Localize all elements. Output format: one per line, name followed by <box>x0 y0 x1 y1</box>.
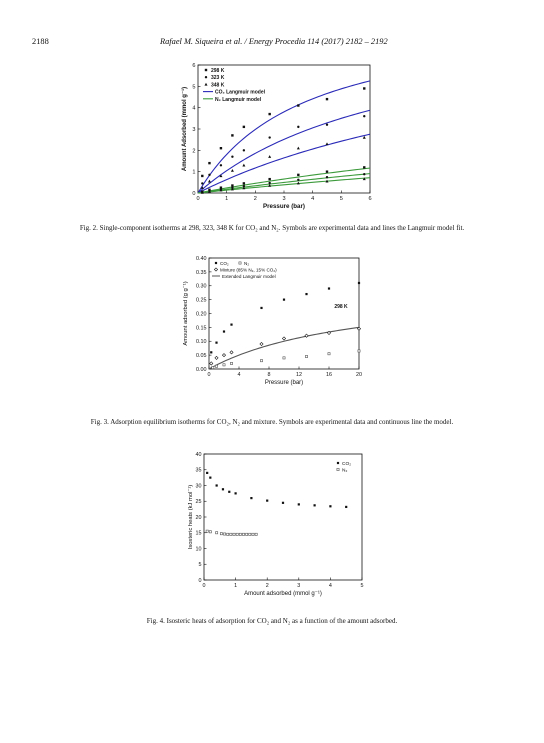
legend-marker <box>205 69 207 71</box>
legend-marker <box>205 76 207 78</box>
x-tick-label: 3 <box>282 196 286 203</box>
y-tick-label: 30 <box>195 483 202 490</box>
y-tick-label: 5 <box>198 562 202 569</box>
y-tick-label: 0 <box>192 190 196 197</box>
co2-data-point <box>201 182 203 184</box>
legend-label: 348 K <box>211 82 225 89</box>
y-tick-label: 40 <box>195 451 202 458</box>
legend-marker <box>215 262 217 264</box>
n2-data-point <box>215 365 217 367</box>
co2-data-point <box>358 282 360 284</box>
y-tick-label: 0 <box>198 577 202 584</box>
co2-data-point <box>305 293 307 295</box>
x-tick-label: 4 <box>237 371 241 378</box>
n2-data-point <box>363 166 365 168</box>
x-axis-label: Amount adsorbed (mmol g⁻¹) <box>244 590 322 597</box>
running-title: Rafael M. Siqueira et al. / Energy Procedia 114 (2017) 2182 – 2192 <box>160 37 388 46</box>
n2-data-point <box>260 360 262 362</box>
y-tick-label: 15 <box>195 530 202 537</box>
co2-data-point <box>231 134 233 136</box>
mixture-data-point <box>222 354 225 357</box>
n2-data-point <box>246 533 248 535</box>
mixture-data-point <box>210 362 213 365</box>
co2-data-point <box>222 488 224 490</box>
n2-data-point <box>252 533 254 535</box>
co2-data-point <box>206 472 208 474</box>
co2-data-point <box>363 115 365 117</box>
n2-data-point <box>268 178 270 180</box>
n2-data-point <box>216 532 218 534</box>
n2-data-point <box>363 173 365 175</box>
x-tick-label: 2 <box>265 582 269 589</box>
n2-data-point <box>206 530 208 532</box>
co2-data-point <box>201 175 203 177</box>
co2-data-point <box>363 87 365 89</box>
co2-data-point <box>326 98 328 100</box>
x-tick-label: 6 <box>368 196 372 203</box>
x-tick-label: 0 <box>202 582 206 589</box>
n2-data-point <box>242 533 244 535</box>
n2-data-point <box>268 182 270 184</box>
y-tick-label: 2 <box>192 148 196 155</box>
y-tick-label: 6 <box>192 62 196 69</box>
co2-data-point <box>242 164 245 167</box>
co2-data-point <box>297 104 299 106</box>
y-axis-label: Amount adsorbed (g g⁻¹) <box>183 281 189 346</box>
n2-data-point <box>227 533 229 535</box>
legend-label: N₂ <box>244 261 250 266</box>
n2-data-point <box>297 174 299 176</box>
temperature-annotation: 298 K <box>334 303 348 310</box>
y-tick-label: 0.00 <box>196 366 207 373</box>
legend-marker <box>337 468 339 470</box>
legend-label: Extended Langmuir model <box>222 274 276 279</box>
co2-data-point <box>268 136 270 138</box>
co2-data-point <box>282 502 284 504</box>
x-axis-label: Pressure (bar) <box>264 379 304 386</box>
y-tick-label: 3 <box>192 126 196 133</box>
co2-data-point <box>266 500 268 502</box>
y-tick-label: 0.15 <box>196 325 207 332</box>
legend-label: 298 K <box>211 68 225 74</box>
n2-data-point <box>236 533 238 535</box>
x-tick-label: 3 <box>297 582 301 589</box>
y-axis-label: Isosteric heats (kJ mol⁻¹) <box>188 484 194 550</box>
y-tick-label: 1 <box>192 169 196 176</box>
co2-data-point <box>231 156 233 158</box>
x-tick-label: 16 <box>326 371 332 378</box>
y-tick-label: 25 <box>195 499 202 506</box>
legend-label: Mixture (85% N₂, 15% CO₂) <box>220 267 277 273</box>
n2-data-point <box>328 353 330 355</box>
co2-data-point <box>230 324 232 326</box>
figure-4-caption: Fig. 4. Isosteric heats of adsorption for CO₂ and N₂ as a function of the amount adsorbed. <box>146 617 398 625</box>
figure-2 <box>160 58 380 220</box>
figure-2-caption: Fig. 2. Single-component isotherms at 298, 323, 348 K for CO₂ and N₂. Symbols are experimental data and lines the Langmuir model fit. <box>79 224 465 232</box>
y-tick-label: 0.40 <box>196 255 207 262</box>
co2-data-point <box>283 299 285 301</box>
legend-label: N₂ Langmuir model <box>215 96 262 103</box>
mixture-data-point <box>282 337 285 340</box>
n2-data-point <box>230 533 232 535</box>
legend-label: CO₂ Langmuir model <box>215 89 266 96</box>
co2-data-point <box>243 149 245 151</box>
figure-3-caption: Fig. 3. Adsorption equilibrium isotherms for CO₂, N₂ and mixture. Symbols are experimental data and continuous line the model. <box>90 418 454 426</box>
x-tick-label: 1 <box>234 582 238 589</box>
n2-data-point <box>243 182 245 184</box>
n2-data-point <box>223 533 225 535</box>
co2-data-point <box>215 342 217 344</box>
co2-data-point <box>220 164 222 166</box>
co2-data-point <box>208 174 210 176</box>
x-tick-label: 8 <box>267 371 271 378</box>
n2-data-point <box>239 533 241 535</box>
y-tick-label: 0.20 <box>196 311 207 318</box>
n2-data-point <box>326 170 328 172</box>
x-tick-label: 12 <box>296 371 302 378</box>
n2-data-point <box>358 350 360 352</box>
legend-label: CO₂ <box>220 261 229 266</box>
y-tick-label: 5 <box>192 84 196 91</box>
co2-data-point <box>228 491 230 493</box>
legend-label: 323 K <box>211 75 225 82</box>
x-tick-label: 20 <box>356 371 362 378</box>
n2-data-point <box>220 533 222 535</box>
co2-data-point <box>345 506 347 508</box>
x-tick-label: 4 <box>311 196 315 203</box>
co2-data-point <box>210 351 212 353</box>
co2-data-point <box>208 180 211 183</box>
co2-data-point <box>329 505 331 507</box>
co2-data-point <box>220 147 222 149</box>
n2-data-point <box>255 533 257 535</box>
x-tick-label: 1 <box>225 196 229 203</box>
co2-data-point <box>235 492 237 494</box>
x-tick-label: 0 <box>207 371 211 378</box>
y-tick-label: 35 <box>195 467 202 474</box>
y-tick-label: 0.05 <box>196 353 207 360</box>
n2-data-point <box>233 533 235 535</box>
mixture-data-point <box>215 356 218 359</box>
figure-4-chart <box>176 450 370 608</box>
legend-label: CO₂ <box>342 462 352 467</box>
figure-4 <box>176 450 370 608</box>
n2-data-point <box>305 355 307 357</box>
x-tick-label: 5 <box>339 196 343 203</box>
legend-marker <box>239 262 241 264</box>
y-tick-label: 10 <box>195 546 202 553</box>
co2-data-point <box>298 503 300 505</box>
x-tick-label: 0 <box>196 196 200 203</box>
n2-data-point <box>249 533 251 535</box>
co2-data-point <box>314 504 316 506</box>
n2-data-point <box>212 367 214 369</box>
co2-data-point <box>209 477 211 479</box>
n2-data-point <box>231 184 233 186</box>
co2-data-point <box>260 307 262 309</box>
mixture-data-point <box>260 342 263 345</box>
co2-data-point <box>268 155 271 158</box>
x-tick-label: 2 <box>253 196 257 203</box>
y-tick-label: 4 <box>192 105 196 112</box>
co2-data-point <box>268 113 270 115</box>
n2-data-point <box>223 364 225 366</box>
y-tick-label: 0.25 <box>196 297 207 304</box>
co2-data-point <box>328 287 330 289</box>
n2-data-point <box>209 531 211 533</box>
figure-3 <box>177 254 369 394</box>
y-tick-label: 0.35 <box>196 269 207 276</box>
mixture-data-point <box>230 351 233 354</box>
page-header <box>0 37 544 51</box>
y-tick-label: 0.30 <box>196 283 207 290</box>
x-tick-label: 5 <box>360 582 364 589</box>
co2-data-point <box>208 162 210 164</box>
y-tick-label: 0.10 <box>196 339 207 346</box>
page-number: 2188 <box>32 37 49 46</box>
co2-data-point <box>297 126 299 128</box>
legend-marker <box>337 462 339 464</box>
co2-data-point <box>223 330 225 332</box>
y-tick-label: 20 <box>195 514 202 521</box>
co2-data-point <box>243 126 245 128</box>
legend-label: N₂ <box>342 468 348 474</box>
co2-langmuir-curve <box>198 134 370 193</box>
legend-marker <box>205 83 208 86</box>
x-axis-label: Pressure (bar) <box>263 203 305 211</box>
n2-data-point <box>230 362 232 364</box>
y-axis-label: Amount Adsorbed (mmol g⁻¹) <box>182 86 188 172</box>
legend-marker <box>214 268 217 271</box>
figure-3-chart <box>177 254 369 394</box>
plot-frame <box>204 454 362 580</box>
co2-data-point <box>250 497 252 499</box>
co2-data-point <box>326 124 328 126</box>
co2-data-point <box>326 142 329 145</box>
figure-2-chart <box>160 58 380 220</box>
n2-data-point <box>326 176 328 178</box>
n2-data-point <box>297 179 299 181</box>
co2-data-point <box>216 484 218 486</box>
x-tick-label: 4 <box>328 582 332 589</box>
co2-data-point <box>297 147 300 150</box>
n2-data-point <box>283 357 285 359</box>
co2-data-point <box>231 169 234 172</box>
co2-data-point <box>363 136 366 139</box>
